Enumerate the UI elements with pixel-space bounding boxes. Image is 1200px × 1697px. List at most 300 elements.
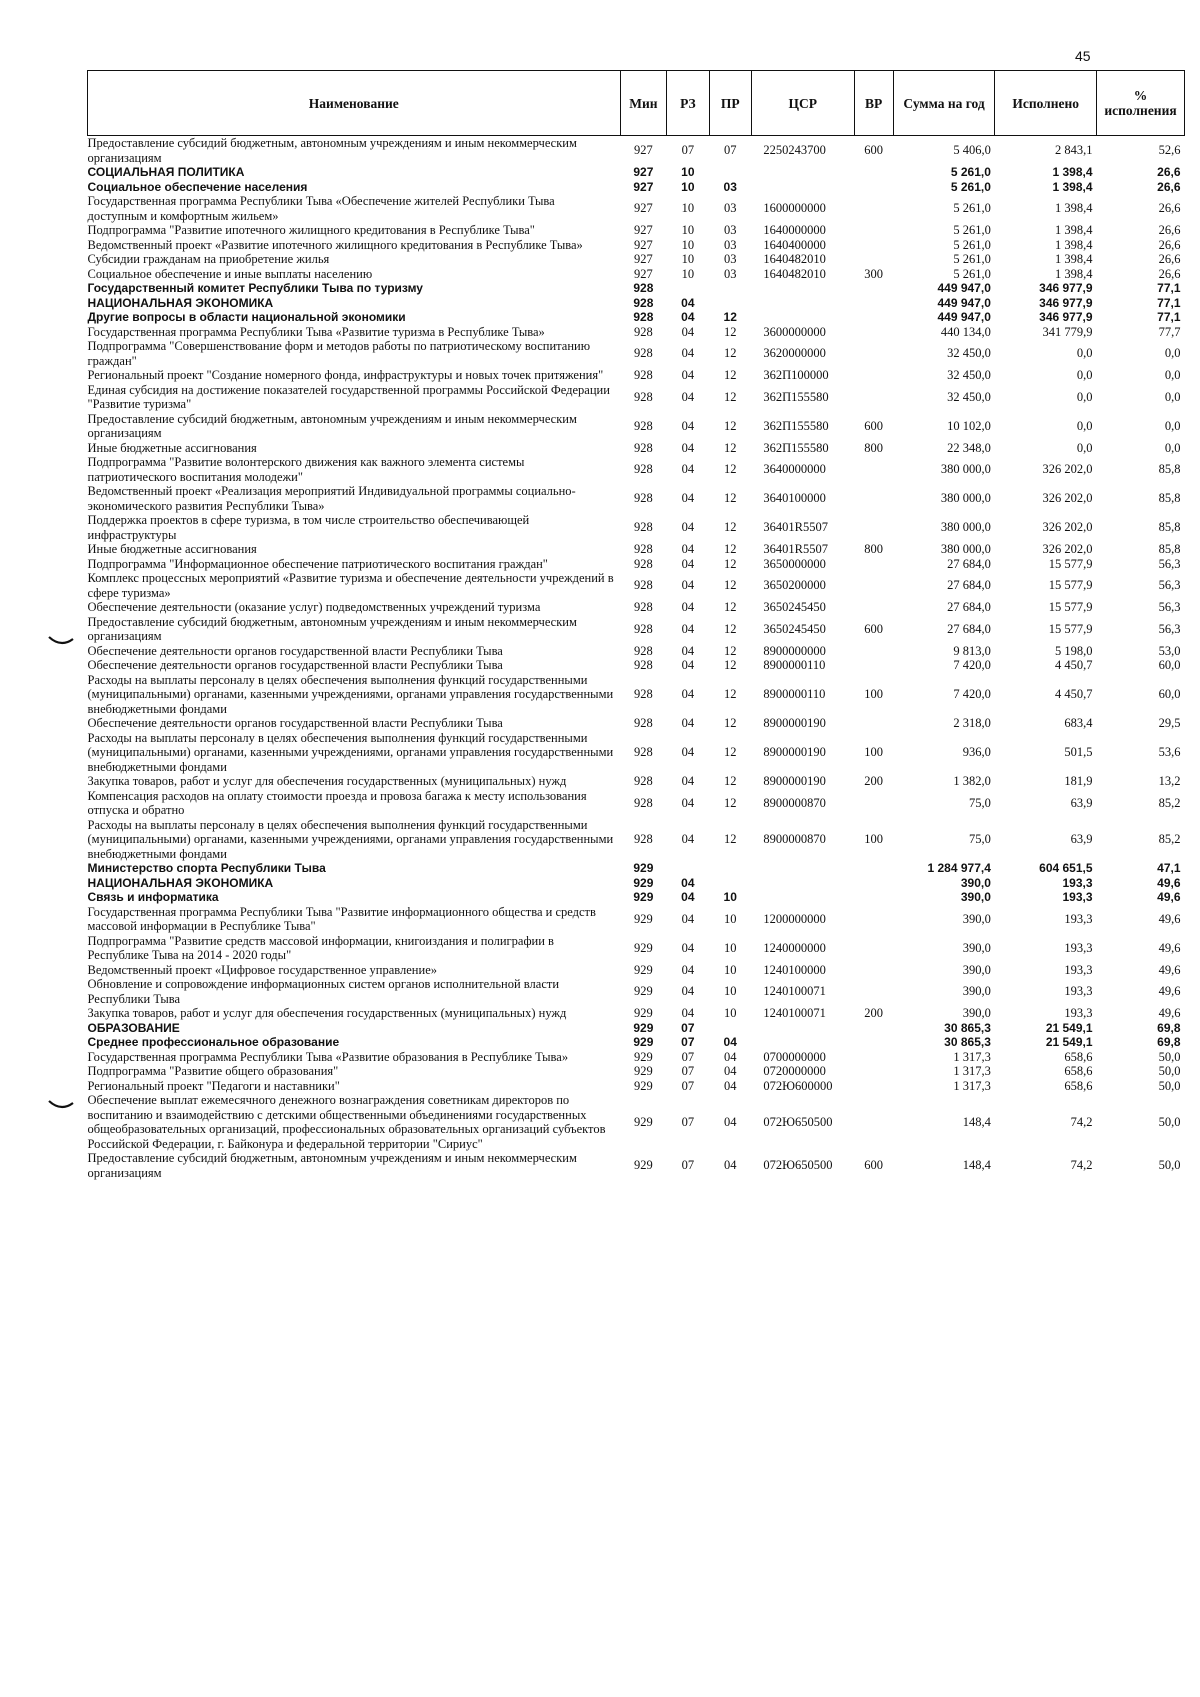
cell-csr (751, 1021, 854, 1036)
cell-csr: 362П155580 (763, 389, 829, 404)
cell-min: 927 (633, 179, 654, 194)
cell-pct: 47,1 (1157, 861, 1181, 875)
header-csr: ЦСР (751, 71, 854, 136)
cell-vr (854, 644, 893, 659)
cell-pr: 12 (723, 368, 737, 382)
cell-rz: 04 (681, 621, 695, 636)
cell-rz: 07 (681, 1035, 695, 1049)
cell-sum: 440 134,0 (940, 324, 991, 339)
cell-rz: 07 (681, 1114, 695, 1129)
cell-sum: 1 317,3 (953, 1049, 991, 1064)
cell-pct: 26,6 (1158, 237, 1181, 252)
cell-rz: 04 (681, 745, 695, 759)
cell-pr: 12 (723, 491, 737, 506)
cell-csr: 3650245450 (763, 621, 826, 636)
cell-done: 193,3 (1064, 1006, 1093, 1020)
cell-csr: 36401R5507 (763, 520, 828, 535)
table-row (88, 1079, 1185, 1094)
cell-rz: 04 (681, 418, 695, 433)
cell-name: Социальное обеспечение населения (87, 179, 308, 194)
cell-name: ОБРАЗОВАНИЕ (87, 1020, 180, 1035)
cell-csr: 3620000000 (763, 346, 826, 361)
cell-csr (751, 165, 854, 180)
cell-sum: 1 382,0 (953, 774, 991, 788)
cell-rz: 04 (681, 389, 695, 404)
cell-done: 683,4 (1064, 716, 1093, 730)
cell-min: 928 (634, 832, 653, 846)
cell-min: 929 (633, 1020, 654, 1035)
cell-name: Связь и информатика (87, 890, 219, 904)
cell-pct: 50,0 (1158, 1158, 1181, 1173)
cell-rz (667, 281, 709, 296)
cell-name: Государственная программа Республики Тыва "Развитие информационного общества и средств массовой информации в Республике Тыва" (87, 904, 596, 933)
cell-vr (854, 310, 893, 325)
cell-min: 928 (634, 687, 653, 701)
cell-sum: 380 000,0 (940, 491, 991, 506)
cell-done: 326 202,0 (1042, 542, 1093, 556)
cell-min: 929 (634, 1064, 653, 1078)
cell-done: 63,9 (1070, 832, 1093, 846)
cell-csr: 8900000000 (763, 643, 826, 658)
cell-min: 928 (634, 368, 653, 382)
cell-pr: 12 (723, 462, 737, 477)
cell-pr (709, 876, 751, 891)
cell-name: Расходы на выплаты персоналу в целях обеспечения выполнения функций государственными (муниципальными) органами, казенными учреждениями, органами управления государственными внебюджетными фондами (87, 672, 614, 716)
table-row (88, 615, 1185, 644)
cell-vr: 100 (864, 832, 884, 846)
cell-sum: 380 000,0 (940, 542, 991, 556)
cell-done: 1 398,4 (1055, 252, 1093, 266)
cell-sum: 449 947,0 (937, 281, 991, 295)
cell-name: Государственная программа Республики Тыва «Развитие туризма в Республике Тыва» (87, 324, 545, 339)
cell-csr: 072Ю650500 (763, 1158, 833, 1173)
cell-csr: 3650245450 (763, 600, 826, 614)
cell-csr: 1640482010 (763, 252, 826, 266)
cell-name: Подпрограмма "Развитие средств массовой информации, книгоиздания и полиграфии в Республике Тыва на 2014 - 2020 годы" (87, 933, 554, 962)
cell-min: 928 (634, 600, 653, 614)
cell-min: 927 (634, 252, 653, 266)
table-row (88, 658, 1185, 673)
cell-name: Региональный проект "Педагоги и наставники" (87, 1078, 340, 1093)
cell-pr: 12 (723, 600, 737, 614)
cell-vr: 600 (864, 418, 884, 433)
table-row (88, 542, 1185, 557)
cell-min: 929 (634, 1114, 653, 1129)
cell-pct: 53,6 (1158, 745, 1181, 759)
cell-csr (751, 296, 854, 311)
table-row (88, 296, 1185, 311)
cell-pr: 04 (723, 1078, 737, 1093)
table-row (88, 165, 1185, 180)
cell-sum: 5 261,0 (953, 252, 991, 266)
cell-vr (854, 484, 893, 513)
cell-vr (854, 600, 893, 615)
table-row (88, 1151, 1185, 1180)
cell-rz: 04 (681, 310, 695, 324)
cell-name: Субсидии гражданам на приобретение жилья (87, 252, 330, 266)
table-row (88, 977, 1185, 1006)
cell-csr (751, 1035, 854, 1050)
cell-csr: 1240000000 (763, 940, 826, 955)
cell-done: 15 577,9 (1048, 556, 1093, 571)
pen-mark-icon (48, 634, 74, 648)
cell-rz: 07 (681, 1064, 695, 1078)
cell-pct: 60,0 (1158, 658, 1181, 672)
cell-pct: 0,0 (1164, 418, 1181, 433)
cell-rz: 04 (681, 542, 695, 556)
cell-csr: 0700000000 (763, 1049, 826, 1064)
cell-pct: 0,0 (1164, 368, 1181, 382)
cell-vr: 600 (864, 143, 884, 158)
cell-min: 929 (634, 1078, 653, 1093)
table-row (88, 383, 1185, 412)
cell-done: 0,0 (1076, 346, 1093, 361)
cell-name: Поддержка проектов в сфере туризма, в том числе строительство обеспечивающей инфраструктуры (87, 513, 530, 542)
table-row (88, 238, 1185, 253)
cell-min: 928 (634, 389, 653, 404)
cell-min: 929 (633, 1035, 654, 1049)
cell-csr: 8900000870 (763, 795, 826, 810)
cell-sum: 27 684,0 (947, 578, 991, 593)
cell-name: Государственная программа Республики Тыва «Развитие образования в Республике Тыва» (87, 1049, 569, 1064)
cell-sum: 5 261,0 (953, 237, 991, 252)
cell-name: Обеспечение деятельности органов государственной власти Республики Тыва (87, 643, 503, 658)
cell-pct: 50,0 (1158, 1049, 1181, 1064)
cell-min: 929 (633, 890, 654, 904)
table-row (88, 441, 1185, 456)
header-min: Мин (620, 71, 667, 136)
cell-pct: 77,1 (1157, 281, 1181, 295)
cell-csr: 072Ю650500 (763, 1114, 833, 1129)
cell-csr (751, 890, 854, 905)
cell-vr (854, 339, 893, 368)
cell-pr (709, 281, 751, 296)
cell-pct: 52,6 (1158, 143, 1181, 158)
cell-min: 928 (634, 658, 653, 672)
table-row (88, 194, 1185, 223)
cell-rz: 04 (681, 890, 695, 904)
cell-pct: 26,6 (1157, 165, 1181, 179)
cell-csr (751, 310, 854, 325)
cell-done: 658,6 (1064, 1078, 1093, 1093)
cell-min: 927 (634, 237, 653, 252)
cell-done: 193,3 (1064, 984, 1093, 999)
cell-csr: 362П155580 (763, 440, 829, 455)
cell-rz: 04 (681, 875, 695, 890)
cell-vr: 800 (864, 542, 884, 556)
cell-rz: 04 (681, 716, 695, 730)
table-row (88, 513, 1185, 542)
cell-pct: 49,6 (1157, 875, 1181, 890)
table-row (88, 1021, 1185, 1036)
cell-csr: 8900000190 (763, 774, 826, 788)
table-row (88, 368, 1185, 383)
cell-rz: 04 (681, 368, 695, 382)
cell-pr: 03 (723, 266, 737, 281)
cell-sum: 5 261,0 (950, 165, 991, 179)
cell-vr (854, 1064, 893, 1079)
cell-rz: 04 (681, 462, 695, 477)
cell-csr: 1240100071 (763, 984, 826, 999)
table-row (88, 1093, 1185, 1151)
cell-pct: 56,3 (1158, 578, 1181, 593)
cell-pr: 03 (723, 252, 737, 266)
table-row (88, 963, 1185, 978)
cell-pr: 12 (723, 832, 737, 846)
cell-name: Подпрограмма "Информационное обеспечение патриотического воспитания граждан" (87, 556, 548, 571)
cell-rz: 04 (681, 643, 695, 658)
cell-csr: 1640400000 (763, 237, 826, 252)
cell-name: Комплекс процессных мероприятий «Развитие туризма и обеспечение деятельности учреждений в сфере туризма» (87, 571, 614, 600)
table-row (88, 861, 1185, 876)
cell-csr: 0720000000 (763, 1064, 826, 1078)
cell-min: 928 (634, 491, 653, 506)
table-row (88, 571, 1185, 600)
cell-name: Региональный проект "Создание номерного фонда, инфраструктуры и новых точек притяжения" (87, 368, 604, 382)
cell-min: 928 (634, 795, 653, 810)
cell-pr: 10 (723, 940, 737, 955)
cell-sum: 9 813,0 (953, 643, 991, 658)
cell-pct: 26,6 (1158, 223, 1181, 237)
header-sum: Сумма на год (893, 71, 995, 136)
cell-csr: 8900000870 (763, 832, 826, 846)
cell-min: 929 (634, 1049, 653, 1064)
cell-pct: 49,6 (1158, 962, 1181, 977)
cell-csr: 362П100000 (763, 368, 829, 382)
cell-vr: 100 (864, 687, 884, 701)
cell-pr (709, 296, 751, 311)
cell-sum: 148,4 (962, 1158, 991, 1173)
cell-done: 326 202,0 (1042, 520, 1093, 535)
cell-pr: 12 (723, 716, 737, 730)
cell-sum: 30 865,3 (944, 1020, 991, 1035)
cell-min: 929 (634, 984, 653, 999)
cell-pct: 49,6 (1158, 911, 1181, 926)
cell-sum: 32 450,0 (947, 368, 991, 382)
header-rz: РЗ (667, 71, 709, 136)
cell-vr (854, 238, 893, 253)
cell-rz: 04 (681, 774, 695, 788)
cell-csr: 36401R5507 (763, 542, 828, 556)
cell-min: 927 (634, 223, 653, 237)
cell-csr (751, 876, 854, 891)
table-row (88, 455, 1185, 484)
cell-pct: 69,8 (1157, 1035, 1181, 1049)
cell-pct: 85,8 (1158, 520, 1181, 535)
cell-vr (854, 716, 893, 731)
cell-name: Другие вопросы в области национальной экономики (87, 310, 406, 324)
cell-done: 658,6 (1064, 1064, 1093, 1078)
cell-pct: 26,6 (1158, 201, 1181, 216)
cell-done: 346 977,9 (1039, 295, 1093, 310)
cell-pr: 04 (723, 1158, 737, 1173)
cell-sum: 5 261,0 (953, 223, 991, 237)
cell-rz: 04 (681, 440, 695, 455)
cell-min: 928 (634, 745, 653, 759)
cell-sum: 5 406,0 (953, 143, 991, 158)
cell-pr: 04 (723, 1064, 737, 1078)
cell-sum: 32 450,0 (947, 346, 991, 361)
cell-pct: 26,6 (1158, 252, 1181, 266)
cell-sum: 390,0 (962, 911, 991, 926)
cell-rz: 04 (681, 520, 695, 535)
cell-pr: 12 (723, 578, 737, 593)
cell-name: Иные бюджетные ассигнования (87, 440, 257, 455)
cell-vr (854, 789, 893, 818)
cell-rz: 07 (681, 1078, 695, 1093)
cell-pct: 49,6 (1158, 940, 1181, 955)
cell-csr: 8900000190 (763, 716, 826, 730)
cell-sum: 5 261,0 (950, 179, 991, 194)
cell-rz: 04 (681, 324, 695, 339)
table-row (88, 267, 1185, 282)
table-row (88, 136, 1185, 166)
page-number: 45 (1075, 48, 1091, 64)
cell-name: Ведомственный проект «Цифровое государственное управление» (87, 962, 437, 977)
cell-name: Социальное обеспечение и иные выплаты населению (87, 266, 373, 281)
cell-rz: 07 (681, 1020, 695, 1035)
cell-vr (854, 455, 893, 484)
cell-vr: 600 (864, 1158, 884, 1173)
cell-pct: 85,8 (1158, 542, 1181, 556)
cell-min: 928 (634, 621, 653, 636)
cell-min: 928 (634, 578, 653, 593)
cell-vr (854, 934, 893, 963)
budget-table (87, 70, 1185, 1180)
cell-pct: 26,6 (1157, 179, 1181, 194)
cell-csr: 3650200000 (763, 578, 826, 593)
cell-min: 929 (634, 940, 653, 955)
cell-sum: 390,0 (962, 940, 991, 955)
cell-csr: 8900000110 (763, 658, 826, 672)
cell-done: 0,0 (1076, 418, 1093, 433)
cell-pr: 12 (723, 310, 737, 324)
cell-pct: 56,3 (1158, 600, 1181, 614)
cell-done: 21 549,1 (1045, 1035, 1093, 1049)
cell-done: 74,2 (1070, 1158, 1093, 1173)
cell-sum: 27 684,0 (947, 621, 991, 636)
cell-rz: 04 (681, 795, 695, 810)
cell-sum: 27 684,0 (947, 600, 991, 614)
cell-pr: 12 (723, 542, 737, 556)
table-row (88, 1006, 1185, 1021)
cell-rz: 04 (681, 832, 695, 846)
cell-done: 193,3 (1064, 962, 1093, 977)
cell-rz: 10 (681, 252, 695, 266)
cell-done: 1 398,4 (1055, 201, 1093, 216)
cell-pr: 04 (723, 1049, 737, 1064)
cell-name: Предоставление субсидий бюджетным, автономным учреждениям и иным некоммерческим организациям (87, 1151, 577, 1180)
cell-sum: 390,0 (962, 962, 991, 977)
cell-csr: 8900000110 (763, 687, 826, 701)
table-row (88, 557, 1185, 572)
cell-rz: 04 (681, 491, 695, 506)
cell-pct: 50,0 (1158, 1078, 1181, 1093)
cell-done: 5 198,0 (1055, 643, 1093, 658)
table-row (88, 905, 1185, 934)
cell-min: 928 (633, 295, 654, 310)
cell-name: НАЦИОНАЛЬНАЯ ЭКОНОМИКА (87, 295, 274, 310)
cell-rz: 04 (681, 346, 695, 361)
cell-vr: 800 (864, 440, 884, 455)
cell-vr (854, 325, 893, 340)
table-header-row (88, 71, 1185, 136)
cell-rz: 10 (681, 179, 695, 194)
cell-pr: 12 (723, 389, 737, 404)
cell-csr: 3650000000 (763, 556, 826, 571)
cell-pr: 12 (723, 795, 737, 810)
table-row (88, 1035, 1185, 1050)
cell-pct: 0,0 (1164, 440, 1181, 455)
cell-pct: 85,8 (1158, 462, 1181, 477)
cell-sum: 449 947,0 (937, 310, 991, 324)
cell-pr: 07 (723, 143, 737, 158)
cell-vr (854, 194, 893, 223)
cell-rz (667, 861, 709, 876)
cell-min: 928 (634, 440, 653, 455)
cell-pr: 12 (723, 643, 737, 658)
cell-csr: 3640000000 (763, 462, 826, 477)
cell-rz: 04 (681, 940, 695, 955)
cell-name: Подпрограмма "Развитие волонтерского движения как важного элемента системы патриотического воспитания молодежи" (87, 455, 525, 484)
cell-name: Государственная программа Республики Тыва «Обеспечение жителей Республики Тыва доступным и комфортным жильем» (87, 194, 555, 223)
cell-rz: 04 (681, 600, 695, 614)
cell-vr (854, 165, 893, 180)
cell-pr: 10 (723, 984, 737, 999)
cell-name: Закупка товаров, работ и услуг для обеспечения государственных (муниципальных) нужд (87, 774, 567, 788)
cell-rz: 10 (681, 223, 695, 237)
cell-rz: 10 (681, 266, 695, 281)
cell-csr: 1200000000 (763, 911, 826, 926)
cell-vr (854, 963, 893, 978)
table-row (88, 484, 1185, 513)
cell-pr: 12 (723, 418, 737, 433)
cell-min: 928 (634, 542, 653, 556)
cell-csr: 1640482010 (763, 266, 826, 281)
cell-pct: 0,0 (1164, 346, 1181, 361)
cell-done: 63,9 (1070, 795, 1093, 810)
cell-sum: 22 348,0 (947, 440, 991, 455)
cell-pct: 49,6 (1158, 1006, 1181, 1020)
cell-sum: 380 000,0 (940, 520, 991, 535)
cell-pr: 10 (723, 962, 737, 977)
cell-done: 501,5 (1064, 745, 1093, 759)
cell-pct: 53,0 (1158, 643, 1181, 658)
cell-name: Среднее профессиональное образование (87, 1035, 340, 1049)
header-done: Исполнено (995, 71, 1097, 136)
table-row (88, 281, 1185, 296)
table-row (88, 412, 1185, 441)
table-row (88, 310, 1185, 325)
cell-rz: 10 (681, 165, 695, 179)
cell-pr: 12 (723, 520, 737, 535)
cell-sum: 390,0 (960, 875, 991, 890)
table-row (88, 876, 1185, 891)
cell-pr: 03 (723, 223, 737, 237)
cell-pct: 85,2 (1158, 795, 1181, 810)
cell-min: 929 (633, 875, 654, 890)
cell-sum: 1 317,3 (953, 1064, 991, 1078)
cell-csr: 3640100000 (763, 491, 826, 506)
cell-done: 658,6 (1064, 1049, 1093, 1064)
cell-min: 928 (634, 556, 653, 571)
cell-pr: 04 (723, 1035, 737, 1049)
cell-sum: 5 261,0 (953, 266, 991, 281)
cell-vr (854, 180, 893, 195)
cell-name: Обеспечение деятельности (оказание услуг) подведомственных учреждений туризма (87, 600, 541, 614)
cell-csr (751, 281, 854, 296)
cell-csr: 8900000190 (763, 745, 826, 759)
